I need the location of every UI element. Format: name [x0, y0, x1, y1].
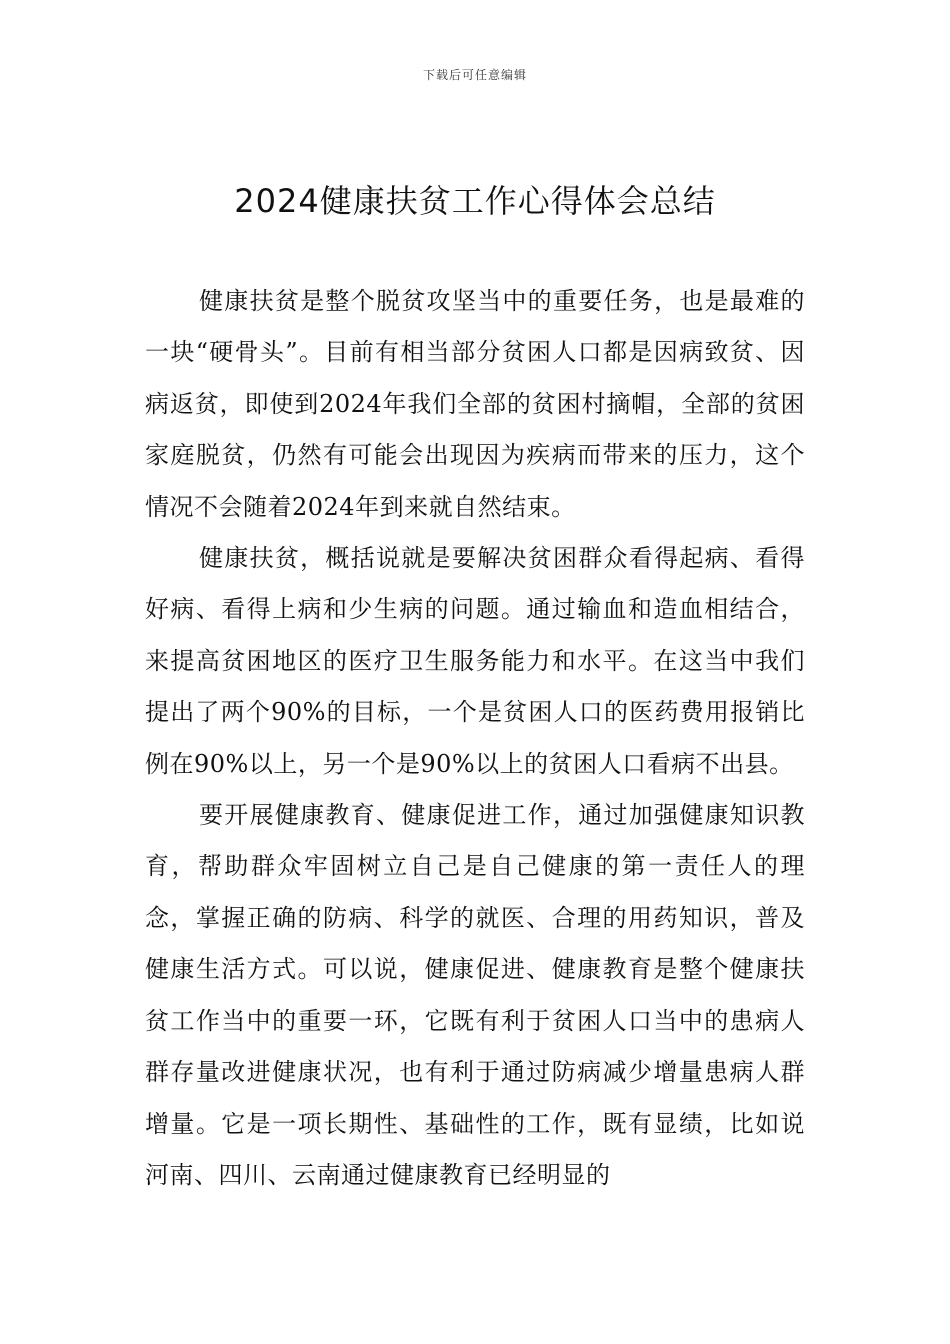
paragraph-3: 要开展健康教育、健康促进工作，通过加强健康知识教育，帮助群众牢固树立自己是自己健康的第一责任人的理念，掌握正确的防病、科学的就医、合理的用药知识，普及健康生活方式。可以说，健康促进、健康教育是整个健康扶贫工作当中的重要一环，它既有利于贫困人口当中的患病人群存量改进健康状况，也有利于通过防病减少增量患病人群增量。它是一项长期性、基础性的工作，既有显绩，比如说河南、四川、云南通过健康教育已经明显的 — [145, 801, 805, 1189]
document-title: 2024健康扶贫工作心得体会总结 — [234, 182, 716, 220]
paragraph-1: 健康扶贫是整个脱贫攻坚当中的重要任务，也是最难的一块“硬骨头”。目前有相当部分贫困人口都是因病致贫、因病返贫，即使到2024年我们全部的贫困村摘帽，全部的贫困家庭脱贫，仍然有可能会出现因为疾病而带来的压力，这个情况不会随着2024年到来就自然结束。 — [145, 287, 805, 521]
header-note: 下载后可任意编辑 — [422, 68, 527, 82]
document-body — [145, 276, 805, 1201]
paragraph-2: 健康扶贫，概括说就是要解决贫困群众看得起病、看得好病、看得上病和少生病的问题。通过输血和造血相结合，来提高贫困地区的医疗卫生服务能力和水平。在这当中我们提出了两个90%的目标，一个是贫困人口的医药费用报销比例在90%以上，另一个是90%以上的贫困人口看病不出县。 — [145, 544, 805, 778]
